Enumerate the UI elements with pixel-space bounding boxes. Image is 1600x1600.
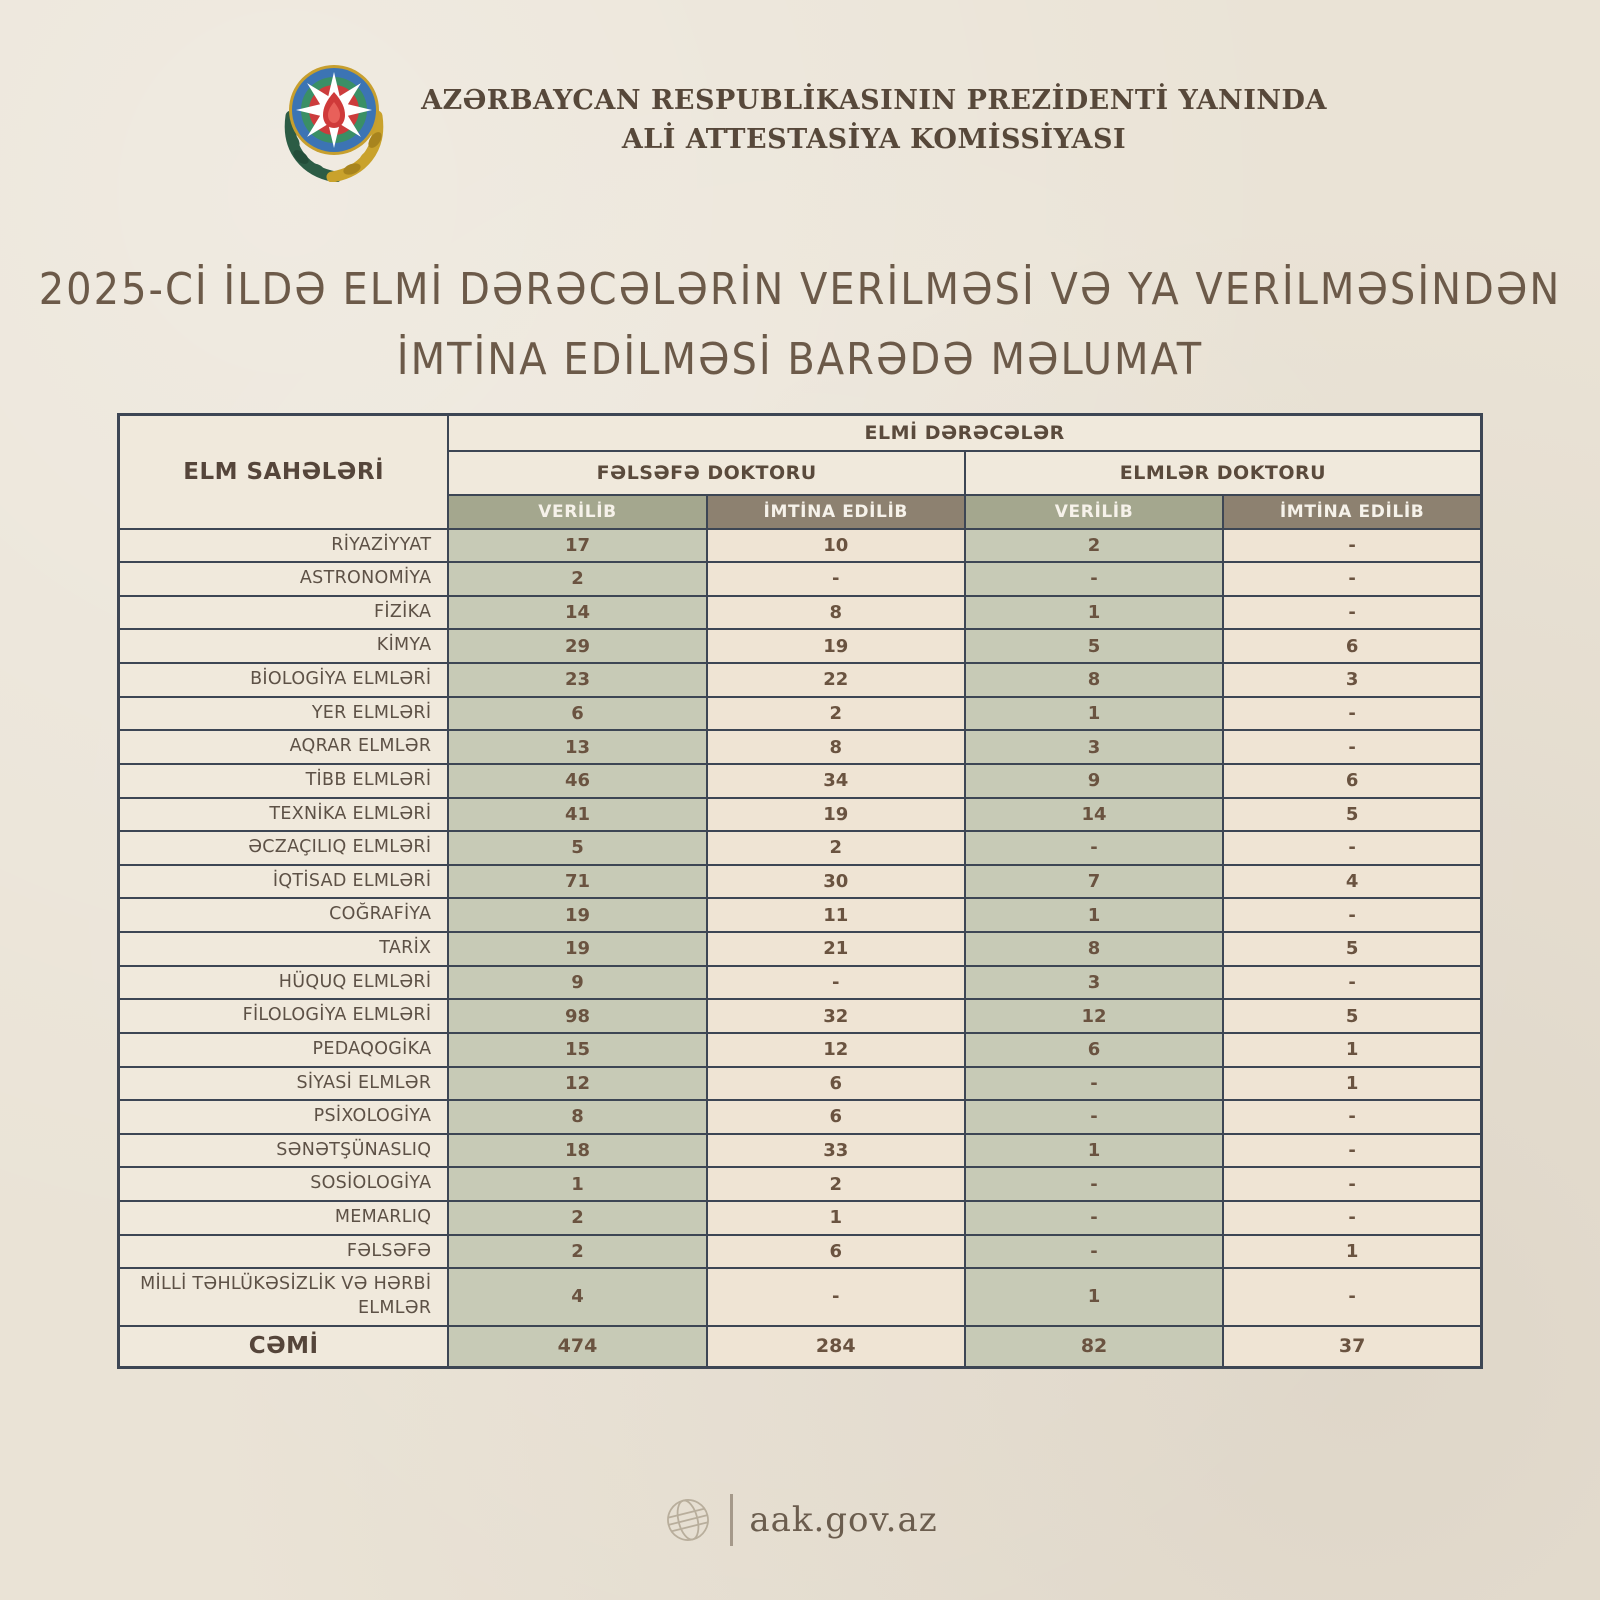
table-row xyxy=(119,562,1482,596)
cell-value: 1 xyxy=(965,596,1223,630)
cell-value: 8 xyxy=(965,932,1223,966)
page-title-line1: 2025-Cİ İLDƏ ELMİ DƏRƏCƏLƏRİN VERİLMƏSİ VƏ YA VERİLMƏSİNDƏN xyxy=(38,265,1562,315)
row-label: SOSİOLOGİYA xyxy=(119,1167,449,1201)
total-row-label: CƏMİ xyxy=(119,1326,449,1368)
table-row xyxy=(119,999,1482,1033)
cell-value: 22 xyxy=(707,663,965,697)
cell-value: 6 xyxy=(965,1033,1223,1067)
cell-value: - xyxy=(965,1235,1223,1269)
cell-value: 2 xyxy=(448,1235,706,1269)
cell-value: 8 xyxy=(707,596,965,630)
table-row xyxy=(119,730,1482,764)
cell-value: 29 xyxy=(448,629,706,663)
table-row xyxy=(119,629,1482,663)
status-header-imtina-1: İMTİNA EDİLİB xyxy=(707,495,965,529)
table-row xyxy=(119,798,1482,832)
org-name-line2: ALİ ATTESTASİYA KOMİSSİYASI xyxy=(621,124,1127,155)
azerbaijan-coat-of-arms-icon xyxy=(273,58,395,182)
cell-value: 46 xyxy=(448,764,706,798)
cell-value: 33 xyxy=(707,1134,965,1168)
cell-value: 3 xyxy=(965,966,1223,1000)
row-label: TARİX xyxy=(119,932,449,966)
table-row xyxy=(119,1134,1482,1168)
cell-value: 1 xyxy=(965,697,1223,731)
cell-value: - xyxy=(1223,562,1481,596)
row-label: HÜQUQ ELMLƏRİ xyxy=(119,966,449,1000)
cell-value: 32 xyxy=(707,999,965,1033)
org-name xyxy=(421,81,1327,159)
cell-value: - xyxy=(707,1268,965,1325)
cell-value: - xyxy=(1223,966,1481,1000)
cell-value: 7 xyxy=(965,865,1223,899)
corner-header-cell: ELM SAHƏLƏRİ xyxy=(119,415,449,529)
row-label: TİBB ELMLƏRİ xyxy=(119,764,449,798)
row-label: RİYAZİYYAT xyxy=(119,529,449,563)
globe-icon xyxy=(662,1494,714,1546)
page-title xyxy=(0,265,1600,385)
total-value-verilib-2: 82 xyxy=(965,1326,1223,1368)
footer-website-link[interactable]: aak.gov.az xyxy=(749,1500,938,1540)
table-body xyxy=(119,529,1482,1326)
cell-value: 2 xyxy=(965,529,1223,563)
cell-value: - xyxy=(1223,529,1481,563)
cell-value: 5 xyxy=(965,629,1223,663)
cell-value: 8 xyxy=(707,730,965,764)
org-name-line1: AZƏRBAYCAN RESPUBLİKASININ PREZİDENTİ YANINDA xyxy=(421,84,1327,116)
status-header-imtina-2: İMTİNA EDİLİB xyxy=(1223,495,1481,529)
cell-value: 1 xyxy=(707,1201,965,1235)
cell-value: 12 xyxy=(448,1067,706,1101)
cell-value: 71 xyxy=(448,865,706,899)
row-label: SƏNƏTŞÜNASLIQ xyxy=(119,1134,449,1168)
table-head xyxy=(119,415,1482,529)
cell-value: 19 xyxy=(448,932,706,966)
cell-value: 5 xyxy=(1223,798,1481,832)
row-label: FƏLSƏFƏ xyxy=(119,1235,449,1269)
row-label: ASTRONOMİYA xyxy=(119,562,449,596)
cell-value: 6 xyxy=(707,1235,965,1269)
row-label: MİLLİ TƏHLÜKƏSİZLİK VƏ HƏRBİ ELMLƏR xyxy=(119,1268,449,1325)
cell-value: 11 xyxy=(707,898,965,932)
row-label: PSİXOLOGİYA xyxy=(119,1100,449,1134)
cell-value: - xyxy=(965,831,1223,865)
cell-value: 1 xyxy=(965,1268,1223,1325)
footer-divider xyxy=(730,1494,733,1546)
table-row xyxy=(119,865,1482,899)
total-row xyxy=(119,1326,1482,1368)
cell-value: 2 xyxy=(707,1167,965,1201)
table-foot xyxy=(119,1326,1482,1368)
cell-value: 1 xyxy=(1223,1033,1481,1067)
site-footer xyxy=(0,1494,1600,1546)
cell-value: 6 xyxy=(1223,629,1481,663)
cell-value: 3 xyxy=(1223,663,1481,697)
cell-value: 18 xyxy=(448,1134,706,1168)
row-label: İQTİSAD ELMLƏRİ xyxy=(119,865,449,899)
page-title-line2: İMTİNA EDİLMƏSİ BARƏDƏ MƏLUMAT xyxy=(396,335,1204,385)
cell-value: 4 xyxy=(1223,865,1481,899)
cell-value: - xyxy=(965,1100,1223,1134)
cell-value: 6 xyxy=(1223,764,1481,798)
cell-value: 2 xyxy=(707,831,965,865)
cell-value: - xyxy=(707,966,965,1000)
cell-value: 14 xyxy=(965,798,1223,832)
cell-value: 21 xyxy=(707,932,965,966)
cell-value: 1 xyxy=(965,1134,1223,1168)
cell-value: - xyxy=(707,562,965,596)
cell-value: 2 xyxy=(707,697,965,731)
status-header-verilib-2: VERİLİB xyxy=(965,495,1223,529)
cell-value: 34 xyxy=(707,764,965,798)
cell-value: 1 xyxy=(1223,1067,1481,1101)
row-label: ƏCZAÇILIQ ELMLƏRİ xyxy=(119,831,449,865)
row-label: YER ELMLƏRİ xyxy=(119,697,449,731)
cell-value: - xyxy=(1223,697,1481,731)
cell-value: - xyxy=(1223,1167,1481,1201)
row-label: SİYASİ ELMLƏR xyxy=(119,1067,449,1101)
cell-value: 1 xyxy=(448,1167,706,1201)
table-row xyxy=(119,1268,1482,1325)
cell-value: 5 xyxy=(448,831,706,865)
table-row xyxy=(119,898,1482,932)
cell-value: 17 xyxy=(448,529,706,563)
cell-value: 8 xyxy=(448,1100,706,1134)
cell-value: 1 xyxy=(965,898,1223,932)
table-row xyxy=(119,764,1482,798)
cell-value: 1 xyxy=(1223,1235,1481,1269)
row-label: PEDAQOGİKA xyxy=(119,1033,449,1067)
row-label: MEMARLIQ xyxy=(119,1201,449,1235)
cell-value: - xyxy=(1223,730,1481,764)
cell-value: 4 xyxy=(448,1268,706,1325)
table-header-row-group xyxy=(119,415,1482,451)
row-label: AQRAR ELMLƏR xyxy=(119,730,449,764)
cell-value: 30 xyxy=(707,865,965,899)
cell-value: - xyxy=(1223,1100,1481,1134)
cell-value: 2 xyxy=(448,562,706,596)
table-row xyxy=(119,932,1482,966)
cell-value: - xyxy=(965,1067,1223,1101)
table-row xyxy=(119,1201,1482,1235)
cell-value: 12 xyxy=(965,999,1223,1033)
cell-value: - xyxy=(1223,1268,1481,1325)
cell-value: 2 xyxy=(448,1201,706,1235)
cell-value: 3 xyxy=(965,730,1223,764)
cell-value: 12 xyxy=(707,1033,965,1067)
cell-value: 5 xyxy=(1223,999,1481,1033)
cell-value: 19 xyxy=(448,898,706,932)
cell-value: 9 xyxy=(448,966,706,1000)
subgroup-header-felsefe: FƏLSƏFƏ DOKTORU xyxy=(448,451,965,495)
cell-value: - xyxy=(1223,596,1481,630)
table-row xyxy=(119,966,1482,1000)
cell-value: 13 xyxy=(448,730,706,764)
cell-value: 19 xyxy=(707,798,965,832)
table-row xyxy=(119,596,1482,630)
cell-value: 23 xyxy=(448,663,706,697)
degrees-table xyxy=(117,413,1483,1369)
cell-value: - xyxy=(1223,831,1481,865)
table-row xyxy=(119,529,1482,563)
table-row xyxy=(119,1100,1482,1134)
cell-value: - xyxy=(965,1167,1223,1201)
total-value-imtina-1: 284 xyxy=(707,1326,965,1368)
cell-value: 9 xyxy=(965,764,1223,798)
cell-value: 98 xyxy=(448,999,706,1033)
cell-value: 19 xyxy=(707,629,965,663)
table-row xyxy=(119,1167,1482,1201)
table-row xyxy=(119,697,1482,731)
status-header-verilib-1: VERİLİB xyxy=(448,495,706,529)
cell-value: - xyxy=(1223,898,1481,932)
cell-value: 5 xyxy=(1223,932,1481,966)
cell-value: 6 xyxy=(707,1100,965,1134)
total-value-verilib-1: 474 xyxy=(448,1326,706,1368)
table-row xyxy=(119,663,1482,697)
subgroup-header-elmler: ELMLƏR DOKTORU xyxy=(965,451,1482,495)
cell-value: - xyxy=(1223,1201,1481,1235)
row-label: FİLOLOGİYA ELMLƏRİ xyxy=(119,999,449,1033)
cell-value: 10 xyxy=(707,529,965,563)
cell-value: - xyxy=(965,562,1223,596)
degrees-table-container xyxy=(117,413,1483,1369)
table-row xyxy=(119,1067,1482,1101)
org-header xyxy=(0,0,1600,182)
cell-value: 6 xyxy=(448,697,706,731)
table-row xyxy=(119,1235,1482,1269)
cell-value: 14 xyxy=(448,596,706,630)
cell-value: 41 xyxy=(448,798,706,832)
row-label: KİMYA xyxy=(119,629,449,663)
cell-value: 6 xyxy=(707,1067,965,1101)
cell-value: - xyxy=(1223,1134,1481,1168)
row-label: COĞRAFİYA xyxy=(119,898,449,932)
cell-value: 15 xyxy=(448,1033,706,1067)
total-value-imtina-2: 37 xyxy=(1223,1326,1481,1368)
table-row xyxy=(119,831,1482,865)
cell-value: 8 xyxy=(965,663,1223,697)
group-header-cell: ELMİ DƏRƏCƏLƏR xyxy=(448,415,1481,451)
table-row xyxy=(119,1033,1482,1067)
row-label: FİZİKA xyxy=(119,596,449,630)
row-label: BİOLOGİYA ELMLƏRİ xyxy=(119,663,449,697)
cell-value: - xyxy=(965,1201,1223,1235)
row-label: TEXNİKA ELMLƏRİ xyxy=(119,798,449,832)
